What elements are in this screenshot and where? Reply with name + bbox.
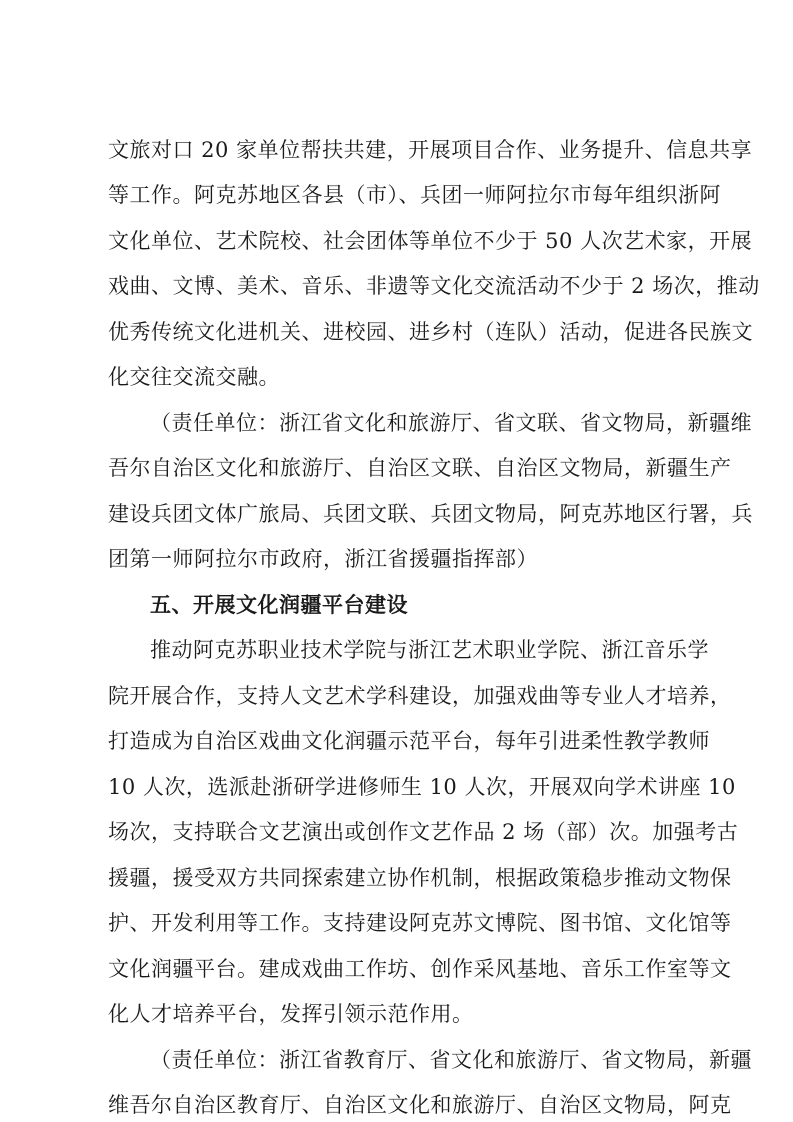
paragraph-line: 等工作。阿克苏地区各县（市）、兵团一师阿拉尔市每年组织浙阿 <box>108 183 721 207</box>
paragraph-line: 10 人次，选派赴浙研学进修师生 10 人次，开展双向学术讲座 10 <box>108 775 736 799</box>
paragraph-line: 文旅对口 20 家单位帮扶共建，开展项目合作、业务提升、信息共享 <box>108 138 753 162</box>
responsibility-line: 建设兵团文体广旅局、兵团文联、兵团文物局，阿克苏地区行署，兵 <box>108 502 753 526</box>
responsibility-line: 维吾尔自治区教育厅、自治区文化和旅游厅、自治区文物局，阿克 <box>108 1093 732 1117</box>
paragraph-line: 推动阿克苏职业技术学院与浙江艺术职业学院、浙江音乐学 <box>150 638 709 662</box>
paragraph-line: 化人才培养平台，发挥引领示范作用。 <box>108 1002 474 1026</box>
responsibility-line: 团第一师阿拉尔市政府，浙江省援疆指挥部） <box>108 547 538 571</box>
paragraph-line: 院开展合作，支持人文艺术学科建设，加强戏曲等专业人才培养， <box>108 684 732 708</box>
section-heading: 五、开展文化润疆平台建设 <box>150 593 408 617</box>
paragraph-line: 护、开发利用等工作。支持建设阿克苏文博院、图书馆、文化馆等 <box>108 911 732 935</box>
responsibility-line: （责任单位：浙江省文化和旅游厅、省文联、省文物局，新疆维 <box>150 411 752 435</box>
responsibility-line: 吾尔自治区文化和旅游厅、自治区文联、自治区文物局，新疆生产 <box>108 456 732 480</box>
paragraph-line: 优秀传统文化进机关、进校园、进乡村（连队）活动，促进各民族文 <box>108 320 753 344</box>
paragraph-line: 文化润疆平台。建成戏曲工作坊、创作采风基地、音乐工作室等文 <box>108 957 732 981</box>
responsibility-line: （责任单位：浙江省教育厅、省文化和旅游厅、省文物局，新疆 <box>150 1048 752 1072</box>
paragraph-line: 打造成为自治区戏曲文化润疆示范平台，每年引进柔性教学教师 <box>108 729 710 753</box>
paragraph-line: 场次，支持联合文艺演出或创作文艺作品 2 场（部）次。加强考古 <box>108 820 739 844</box>
paragraph-line: 文化单位、艺术院校、社会团体等单位不少于 50 人次艺术家，开展 <box>108 229 753 253</box>
paragraph-line: 化交往交流交融。 <box>108 365 280 389</box>
paragraph-line: 援疆，援受双方共同探索建立协作机制，根据政策稳步推动文物保 <box>108 866 732 890</box>
paragraph-line: 戏曲、文博、美术、音乐、非遗等文化交流活动不少于 2 场次，推动 <box>108 274 760 298</box>
